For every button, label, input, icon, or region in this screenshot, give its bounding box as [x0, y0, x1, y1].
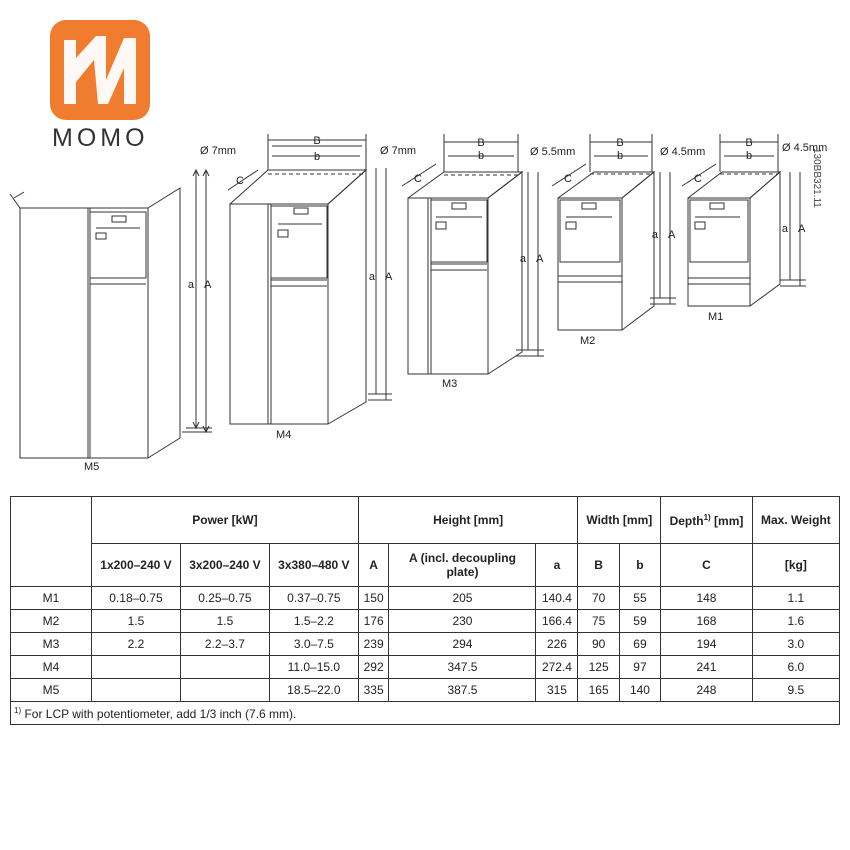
cell-B: 75: [578, 610, 619, 633]
dim-label-B: B: [616, 137, 624, 149]
cell-A2: 347.5: [389, 656, 536, 679]
cell-p2: [180, 679, 269, 702]
cell-p3: 0.37–0.75: [269, 587, 358, 610]
table-row: [11, 679, 840, 702]
cell-p1: [92, 679, 181, 702]
footnote-row: [11, 702, 840, 725]
dim-label-C: C: [236, 175, 244, 187]
cell-b: 97: [619, 656, 660, 679]
cell-a: 166.4: [536, 610, 578, 633]
dim-label-b: b: [745, 150, 753, 162]
enclosure-m4: [228, 134, 416, 441]
subheader-width-B: B: [578, 544, 619, 587]
dim-label-C: C: [414, 173, 422, 185]
subheader-weight-kg: [kg]: [752, 544, 839, 587]
cell-kg: 1.1: [752, 587, 839, 610]
table-row: [11, 656, 840, 679]
subheader-depth-C: C: [661, 544, 753, 587]
footnote: [11, 702, 840, 725]
dim-label-B: B: [313, 135, 321, 147]
dim-label-b: b: [616, 150, 624, 162]
subheader-height-a: a: [536, 544, 578, 587]
cell-p3: 1.5–2.2: [269, 610, 358, 633]
cell-p1: 2.2: [92, 633, 181, 656]
hole-label-m1: Ø 4.5mm: [782, 142, 828, 154]
footnote-mark: 1): [14, 705, 22, 715]
corner-cell: [11, 497, 92, 587]
cell-C: 248: [661, 679, 753, 702]
cell-A2: 387.5: [389, 679, 536, 702]
hole-label-m2: Ø 4.5mm: [660, 146, 706, 158]
cell-a: 272.4: [536, 656, 578, 679]
dim-label-B: B: [477, 137, 485, 149]
logo-m-mark: [64, 36, 136, 104]
dim-label-A: A: [668, 229, 676, 241]
table-row: [11, 587, 840, 610]
hole-label-m3: Ø 5.5mm: [530, 146, 576, 158]
dim-label-a: a: [187, 279, 194, 291]
model-label-m4: M4: [276, 429, 292, 441]
cell-B: 90: [578, 633, 619, 656]
cell-p3: 3.0–7.5: [269, 633, 358, 656]
cell-A: 335: [358, 679, 389, 702]
subheader-p3: 3x380–480 V: [269, 544, 358, 587]
cell-A2: 230: [389, 610, 536, 633]
cell-p1: 0.18–0.75: [92, 587, 181, 610]
cell-p3: 11.0–15.0: [269, 656, 358, 679]
enclosure-m1: [682, 134, 827, 323]
cell-frame: M4: [11, 656, 92, 679]
cell-a: 315: [536, 679, 578, 702]
hole-label-m5: Ø 7mm: [200, 145, 237, 157]
cell-A: 176: [358, 610, 389, 633]
cell-C: 194: [661, 633, 753, 656]
model-label-m3: M3: [442, 378, 458, 390]
cell-C: 241: [661, 656, 753, 679]
hole-label-m4: Ø 7mm: [380, 145, 417, 157]
dim-label-B: B: [745, 137, 753, 149]
dim-label-a: a: [781, 223, 788, 235]
dim-label-A: A: [385, 271, 393, 283]
dim-label-C: C: [564, 173, 572, 185]
cell-kg: 3.0: [752, 633, 839, 656]
dim-label-b: b: [313, 151, 321, 163]
subheader-height-A: A: [358, 544, 389, 587]
cell-p2: 1.5: [180, 610, 269, 633]
enclosure-m2: [552, 134, 705, 347]
subheader-p1: 1x200–240 V: [92, 544, 181, 587]
dim-label-b: b: [477, 150, 485, 162]
enclosure-m3: [402, 134, 575, 390]
cell-frame: M1: [11, 587, 92, 610]
cell-A2: 205: [389, 587, 536, 610]
model-label-m1: M1: [708, 311, 724, 323]
cell-p2: 2.2–3.7: [180, 633, 269, 656]
cell-frame: M2: [11, 610, 92, 633]
subheader-p2: 3x200–240 V: [180, 544, 269, 587]
subheader-width-b: b: [619, 544, 660, 587]
subheader-height-A2: A (incl. decoupling plate): [389, 544, 536, 587]
cell-a: 226: [536, 633, 578, 656]
spec-table: [10, 496, 840, 725]
cell-a: 140.4: [536, 587, 578, 610]
cell-A: 239: [358, 633, 389, 656]
footnote-text: For LCP with potentiometer, add 1/3 inch (7.6 mm).: [21, 706, 297, 721]
table-row: [11, 633, 840, 656]
cell-C: 168: [661, 610, 753, 633]
header-row-groups: [11, 497, 840, 544]
cell-p1: [92, 656, 181, 679]
cell-kg: 1.6: [752, 610, 839, 633]
dim-label-a: a: [368, 271, 375, 283]
dim-label-A: A: [536, 253, 544, 265]
cell-kg: 9.5: [752, 679, 839, 702]
drawing-code: 130BB321.11: [811, 148, 822, 208]
cell-A: 292: [358, 656, 389, 679]
header-height: Height [mm]: [358, 497, 578, 544]
cell-b: 69: [619, 633, 660, 656]
dim-label-a: a: [519, 253, 526, 265]
brand-name: MOMO: [52, 124, 149, 152]
cell-A: 150: [358, 587, 389, 610]
cell-kg: 6.0: [752, 656, 839, 679]
dim-label-A: A: [798, 223, 806, 235]
dim-label-A: A: [204, 279, 212, 291]
cell-b: 55: [619, 587, 660, 610]
model-label-m5: M5: [84, 461, 100, 473]
header-row-sub: [11, 544, 840, 587]
cell-frame: M5: [11, 679, 92, 702]
header-weight: Max. Weight: [752, 497, 839, 544]
header-depth: [661, 497, 753, 544]
cell-p2: 0.25–0.75: [180, 587, 269, 610]
cell-B: 125: [578, 656, 619, 679]
depth-footnote-mark: 1): [703, 512, 711, 522]
depth-label: Depth: [669, 513, 704, 528]
cell-b: 140: [619, 679, 660, 702]
table-row: [11, 610, 840, 633]
cell-A2: 294: [389, 633, 536, 656]
cell-b: 59: [619, 610, 660, 633]
momo-logo: [50, 20, 150, 120]
cell-B: 165: [578, 679, 619, 702]
cell-p2: [180, 656, 269, 679]
cell-B: 70: [578, 587, 619, 610]
depth-unit: [mm]: [710, 513, 744, 528]
cell-C: 148: [661, 587, 753, 610]
header-width: Width [mm]: [578, 497, 661, 544]
dimension-drawing: [0, 120, 850, 480]
model-label-m2: M2: [580, 335, 596, 347]
cell-p3: 18.5–22.0: [269, 679, 358, 702]
cell-frame: M3: [11, 633, 92, 656]
dim-label-C: C: [694, 173, 702, 185]
cell-p1: 1.5: [92, 610, 181, 633]
enclosure-m5: [10, 145, 236, 473]
header-power: Power [kW]: [92, 497, 359, 544]
dim-label-a: a: [651, 229, 658, 241]
